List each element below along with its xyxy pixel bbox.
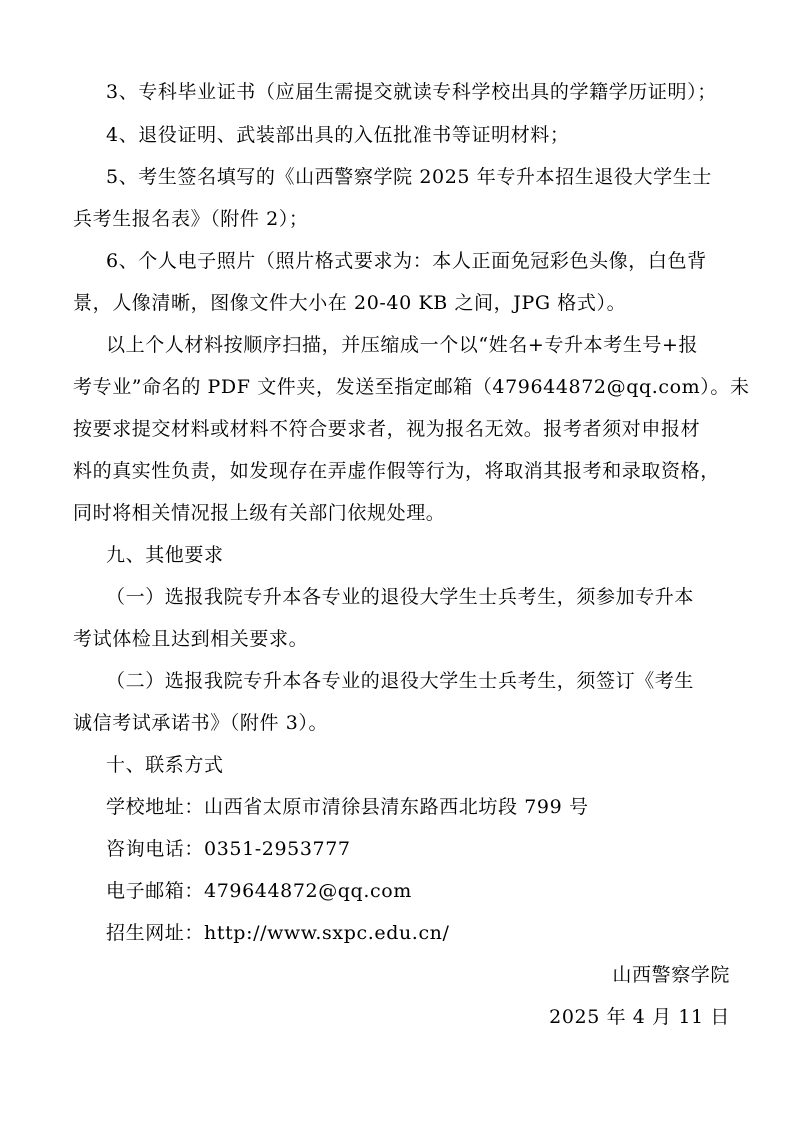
paragraph-submission-line5: 同时将相关情况报上级有关部门依规处理。 [73, 502, 446, 524]
requirement-2-line2: 诚信考试承诺书》（附件 3）。 [73, 712, 329, 734]
item-6-text-line1: 6、个人电子照片（照片格式要求为：本人正面免冠彩色头像，白色背 [106, 250, 707, 272]
item-6-text-line2: 景，人像清晰，图像文件大小在 20-40 KB 之间，JPG 格式）。 [73, 292, 627, 314]
signature-org: 山西警察学院 [612, 964, 730, 986]
paragraph-submission-line1: 以上个人材料按顺序扫描，并压缩成一个以“姓名+专升本考生号+报 [106, 334, 699, 356]
item-4-text: 4、退役证明、武装部出具的入伍批准书等证明材料； [106, 124, 570, 146]
item-5-text-line2: 兵考生报名表》（附件 2）； [73, 208, 309, 230]
contact-email: 电子邮箱：479644872@qq.com [106, 880, 412, 902]
requirement-1-line2: 考试体检且达到相关要求。 [73, 628, 309, 650]
contact-address: 学校地址：山西省太原市清徐县清东路西北坊段 799 号 [106, 796, 589, 818]
signature-date: 2025 年 4 月 11 日 [549, 1006, 730, 1028]
paragraph-submission-line3: 按要求提交材料或材料不符合要求者，视为报名无效。报考者须对申报材 [73, 418, 701, 440]
contact-phone: 咨询电话：0351-2953777 [106, 838, 351, 860]
requirement-2-line1: （二）选报我院专升本各专业的退役大学生士兵考生，须签订《考生 [106, 670, 695, 692]
requirement-1-line1: （一）选报我院专升本各专业的退役大学生士兵考生，须参加专升本 [106, 586, 695, 608]
contact-website: 招生网址：http://www.sxpc.edu.cn/ [106, 922, 450, 944]
section-10-heading: 十、联系方式 [106, 754, 224, 776]
item-5-text-line1: 5、考生签名填写的《山西警察学院 2025 年专升本招生退役大学生士 [106, 166, 712, 188]
section-9-heading: 九、其他要求 [106, 544, 224, 566]
paragraph-submission-line4: 料的真实性负责，如发现存在弄虚作假等行为，将取消其报考和录取资格， [73, 460, 720, 482]
item-3-text: 3、专科毕业证书（应届生需提交就读专科学校出具的学籍学历证明）； [106, 81, 717, 103]
paragraph-submission-line2: 考专业”命名的 PDF 文件夹，发送至指定邮箱（479644872@qq.com）。未 [73, 376, 750, 398]
